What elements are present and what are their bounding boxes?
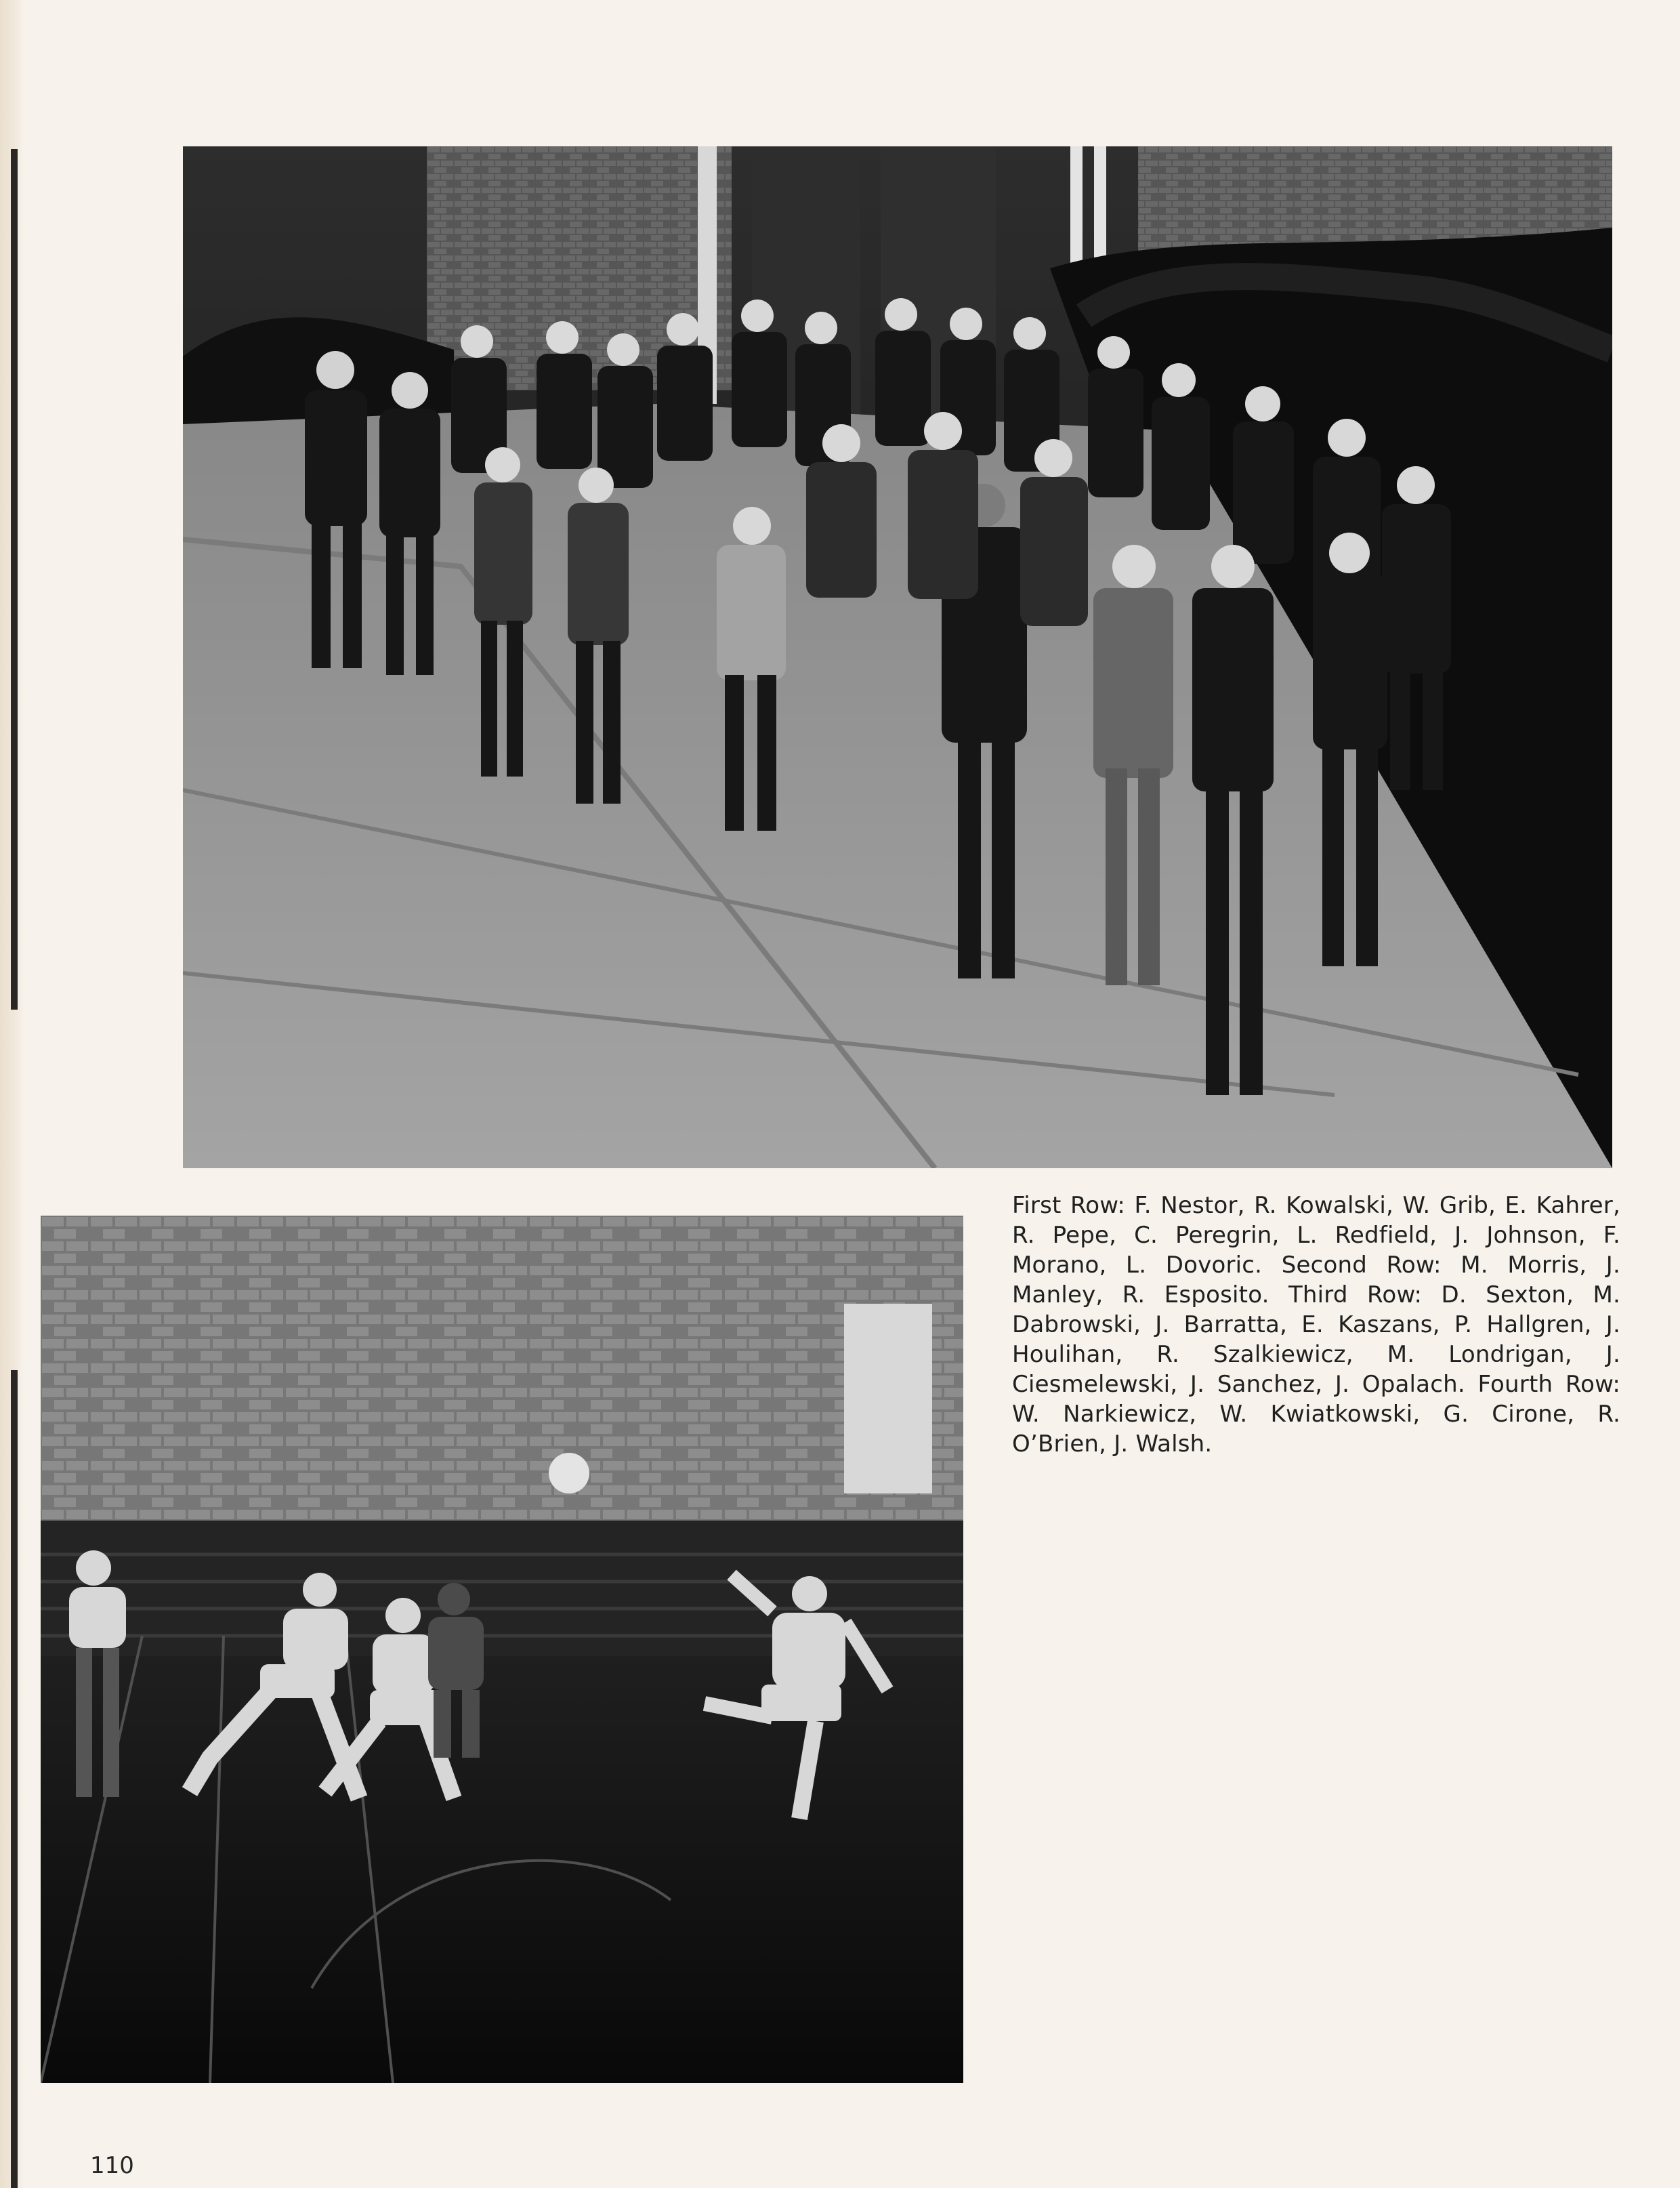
binding-shadow-lower xyxy=(11,1370,18,2188)
photo-caption: First Row: F. Nestor, R. Kowalski, W. Grib, E. Kahrer, R. Pepe, C. Peregrin, L. Redfield, J. Johnson, F. Morano, L. Dovoric. Second Row: M. Morris, J. Manley, R. Esposito. Third Row: D. Sexton, M. Dabrowski, J. Barratta, E. Kaszans, P. Hallgren, J. Houlihan, R. Szalkiewicz, M. Londrigan, J. Ciesmelewski, J. Sanchez, J. Opalach. Fourth Row: W. Narkiewicz, W. Kwiatkowski, G. Cirone, R. O’Brien, J. Walsh. xyxy=(1012,1192,1620,1458)
gym-photo xyxy=(41,1216,963,2083)
gym-photo-illustration xyxy=(41,1216,963,2083)
page-number: 110 xyxy=(90,2152,134,2179)
group-photo xyxy=(183,146,1612,1168)
binding-shadow-upper xyxy=(11,149,18,1010)
group-photo-illustration xyxy=(183,146,1612,1168)
